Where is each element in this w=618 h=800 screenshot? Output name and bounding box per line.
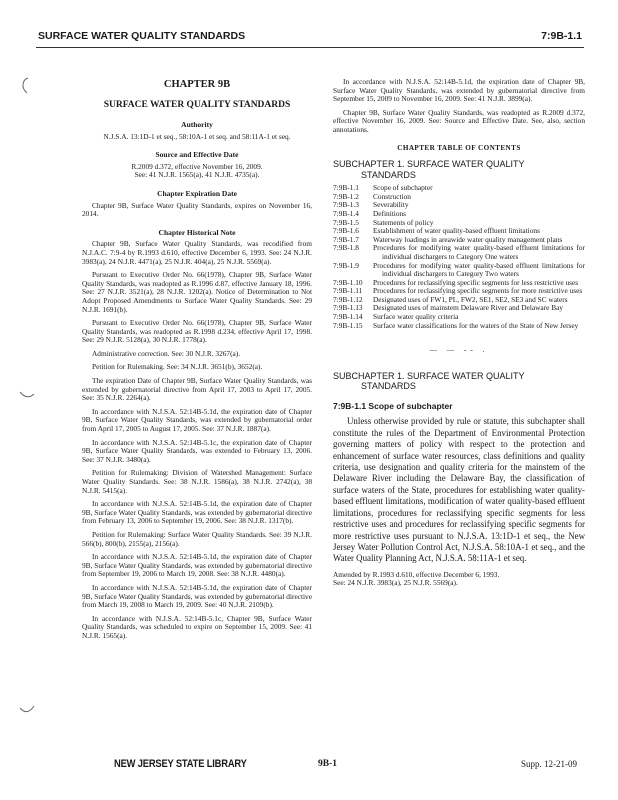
page-footer — [0, 758, 618, 774]
toc-number: 7:9B-1.6 — [333, 226, 359, 236]
chapter-number: CHAPTER 9B — [163, 79, 231, 90]
toc-title: Designated uses of FW1, PL, FW2, SE1, SE2, SE3 and SC waters — [373, 294, 568, 304]
library-stamp: NEW JERSEY STATE LIBRARY — [114, 758, 247, 770]
toc-number: 7:9B-1.13 — [333, 303, 363, 313]
punch-hole-icon — [18, 700, 36, 720]
history-paragraph: In accordance with N.J.S.A. 52:14B-5.1d, the expiration date of Chapter 9B, Surface Water Quality Standards, was extended by gubernatorial directive from September 19, 2006 to March 19, 2008. See: 38 N.J.R. 4480(a). — [82, 552, 312, 579]
history-paragraph: In accordance with N.J.S.A. 52:14B-5.1c, Chapter 9B, Surface Water Quality Standards, was scheduled to expire on September 15, 2009. See: 41 N.J.R. 1565(a). — [82, 613, 312, 640]
authority-text: N.J.S.A. 13:1D-1 et seq., 58:10A-1 et seq. and 58:11A-1 et seq. — [103, 131, 291, 141]
toc-title: Construction — [373, 191, 411, 201]
history-paragraph: In accordance with N.J.S.A. 52:14B-5.1d, the expiration date of Chapter 9B, Surface Water Quality Standards, was extended by gubernatorial order from April 17, 2005 to August 17, 2005. See: 37 N.J.R. 1887(a). — [82, 406, 312, 434]
authority-heading: Authority — [181, 120, 213, 129]
toc-title: Procedures for reclassifying specific segments for less restrictive uses — [373, 277, 579, 287]
toc-title: Designated uses of mainstem Delaware River and Delaware Bay — [373, 303, 564, 313]
toc-entry[interactable] — [333, 304, 585, 313]
history-paragraph: Pursuant to Executive Order No. 66(1978), Chapter 9B, Surface Water Quality Standards, was readopted as R.1998 d.234, effective April 17, 1998. See: 29 N.J.R. 5128(a), 30 N.J.R. 1778(a). — [82, 318, 312, 345]
expiration-text: Chapter 9B, Surface Water Quality Standards, expires on November 16, 2014. — [82, 200, 312, 219]
toc-title: Definitions — [373, 208, 407, 218]
toc-entry[interactable] — [333, 322, 585, 331]
history-paragraph: Administrative correction. See: 30 N.J.R. 3267(a). — [92, 348, 241, 358]
supplement-date: Supp. 12-21-09 — [521, 759, 577, 769]
page-number: 9B-1 — [318, 759, 337, 769]
toc-entry[interactable] — [333, 262, 585, 279]
amendment-note: See: 24 N.J.R. 3983(a), 25 N.J.R. 5569(a). — [333, 578, 458, 588]
toc-title: Severability — [373, 200, 409, 210]
toc-number: 7:9B-1.12 — [333, 294, 363, 304]
running-header — [38, 30, 582, 46]
toc-number: 7:9B-1.5 — [333, 217, 359, 227]
toc-number: 7:9B-1.8 — [333, 243, 359, 253]
toc-title: Procedures for modifying water quality-based effluent limitations for individual dischargers to Category One waters — [373, 243, 585, 261]
history-paragraph: The expiration Date of Chapter 9B, Surface Water Quality Standards, was extended by gubernatorial directive from April 17, 2003 to April 17, 2005. See: 35 N.J.R. 2264(a). — [82, 376, 312, 403]
toc-number: 7:9B-1.14 — [333, 312, 363, 322]
toc-number: 7:9B-1.9 — [333, 260, 359, 270]
toc-entry[interactable] — [333, 184, 585, 193]
history-paragraph: In accordance with N.J.S.A. 52:14B-5.1d, the expiration date of Chapter 9B, Surface Water Quality Standards, was extended by gubernatorial directive from February 13, 2006 to September 19, 2006. See: 38 N.J.R. 1317(b). — [82, 499, 312, 526]
toc-number: 7:9B-1.7 — [333, 234, 359, 244]
toc-title: Procedures for reclassifying specific segments for more restrictive uses — [373, 286, 583, 296]
history-paragraph: Chapter 9B, Surface Water Quality Standards, was recodified from N.J.A.C. 7:9-4 by R.1993 d.610, effective December 6, 1993. See: 24 N.J.R. 3983(a), 24 N.J.R. 4471(a), 25 N.J.R. 404(a), 25 N.J.R. 5569(a). — [82, 239, 312, 266]
history-paragraph: In accordance with N.J.S.A. 52:14B-5.1d, the expiration date of Chapter 9B, Surface Water Quality Standards, was extended by gubernatorial directive from September 15, 2009 to November 16, 2009. See: 41 N.J.R. 3899(a). — [333, 77, 585, 104]
toc-number: 7:9B-1.2 — [333, 191, 359, 201]
history-paragraph: Chapter 9B, Surface Water Quality Standards, was readopted as R.2009 d.372, effective November 16, 2009. See: Source and Effective Date. See, also, section annotations. — [333, 107, 585, 134]
section-body: Unless otherwise provided by rule or statute, this subchapter shall constitute the rules of the Department of Environmental Protection governing matters of policy with respect to the protection and enhancement of surface water resources, class definitions and quality criteria, use designation and quality criteria for the mainstem of the Delaware River including the Delaware Bay, the classification of surface waters of the State, procedures for establishing water quality-based effluent limitations, modification of water quality-based effluent limitations, procedures for reclassifying specific segments for less restrictive uses and procedures for reclassifying specific segments for more restrictive uses pursuant to N.J.S.A. 13:1D-1 et seq., the New Jersey Water Pollution Control Act, N.J.S.A. 58:10A-1 et seq., and the Water Quality Planning Act, N.J.S.A. 58:11A-1 et seq. — [333, 416, 585, 564]
source-heading: Source and Effective Date — [155, 150, 239, 160]
toc-entry[interactable] — [333, 210, 585, 219]
amendment-note: Amended by R.1993 d.610, effective December 6, 1993. — [333, 569, 500, 579]
punch-hole-icon — [18, 386, 36, 406]
toc-subchapter-label: STANDARDS — [361, 169, 416, 180]
right-column — [333, 78, 585, 588]
toc-number: 7:9B-1.10 — [333, 277, 363, 287]
source-text: See: 41 N.J.R. 1565(a), 41 N.J.R. 4735(a). — [134, 170, 260, 180]
left-column — [82, 78, 312, 646]
punch-hole-icon — [18, 76, 36, 96]
toc-title: Establishment of water quality-based effluent limitations — [373, 226, 540, 236]
toc-title: Surface water classifications for the waters of the State of New Jersey — [373, 320, 579, 330]
subchapter-heading: SUBCHAPTER 1. SURFACE WATER QUALITY — [333, 370, 525, 381]
toc-title: Statements of policy — [373, 217, 434, 227]
toc-number: 7:9B-1.15 — [333, 320, 363, 330]
history-paragraph: Petition for Rulemaking: Surface Water Quality Standards. See: 39 N.J.R. 566(b), 800(b), 2155(a), 2156(a). — [82, 529, 312, 548]
toc-entry[interactable] — [333, 244, 585, 261]
chapter-title: SURFACE WATER QUALITY STANDARDS — [103, 100, 291, 110]
history-paragraph: Petition for Rulemaking. See: 34 N.J.R. 3651(b), 3652(a). — [92, 362, 263, 372]
toc-number: 7:9B-1.4 — [333, 208, 359, 218]
toc-number: 7:9B-1.11 — [333, 286, 363, 296]
toc-heading: CHAPTER TABLE OF CONTENTS — [397, 143, 521, 152]
section-divider: — — -- . — [429, 345, 489, 355]
toc-entry[interactable] — [333, 193, 585, 202]
subchapter-heading: STANDARDS — [361, 381, 416, 392]
toc-subchapter-label: SUBCHAPTER 1. SURFACE WATER QUALITY — [333, 159, 525, 170]
header-rule — [36, 47, 584, 48]
expiration-heading: Chapter Expiration Date — [157, 188, 237, 198]
history-paragraph: In accordance with N.J.S.A. 52:14B-5.1d, the expiration date of Chapter 9B, Surface Water Quality Standards, was extended by gubernatorial directive from March 19, 2008 to March 19, 2009. See: 40 N.J.R. 2109(b). — [82, 582, 312, 610]
section-heading: 7:9B-1.1 Scope of subchapter — [333, 400, 453, 411]
table-of-contents — [333, 184, 585, 330]
history-paragraph: Petition for Rulemaking: Division of Watershed Management: Surface Water Quality Standards. See: 38 N.J.R. 1586(a), 38 N.J.R. 2742(a), 38 N.J.R. 5415(a). — [82, 468, 312, 495]
source-text: R.2009 d.372, effective November 16, 2009. — [131, 161, 263, 171]
history-heading: Chapter Historical Note — [158, 227, 236, 237]
toc-title: Procedures for modifying water quality-based effluent limitations for individual dischargers to Category Two waters — [373, 260, 585, 279]
toc-number: 7:9B-1.3 — [333, 200, 359, 210]
toc-title: Surface water quality criteria — [373, 312, 459, 322]
header-title: SURFACE WATER QUALITY STANDARDS — [38, 30, 246, 42]
toc-title: Waterway loadings in areawide water quality management plans — [373, 234, 563, 244]
toc-entry[interactable] — [333, 201, 585, 210]
history-paragraph: In accordance with N.J.S.A. 52:14B-5.1c, the expiration date of Chapter 9B, Surface Water Quality Standards, was extended to February 13, 2006. See: 37 N.J.R. 3480(a). — [82, 437, 312, 464]
history-paragraph: Pursuant to Executive Order No. 66(1978), Chapter 9B, Surface Water Quality Standards, was readopted as R.1996 d.87, effective January 18, 1996. See: 27 N.J.R. 3521(a), 28 N.J.R. 1202(a). Notice of Determination to Not Adopt Proposed Amendments to Surface Water Quality Standards. See: 29 N.J.R. 1691(b). — [82, 270, 312, 314]
toc-number: 7:9B-1.1 — [333, 183, 359, 193]
toc-title: Scope of subchapter — [373, 183, 433, 193]
header-section-number: 7:9B-1.1 — [541, 30, 582, 42]
